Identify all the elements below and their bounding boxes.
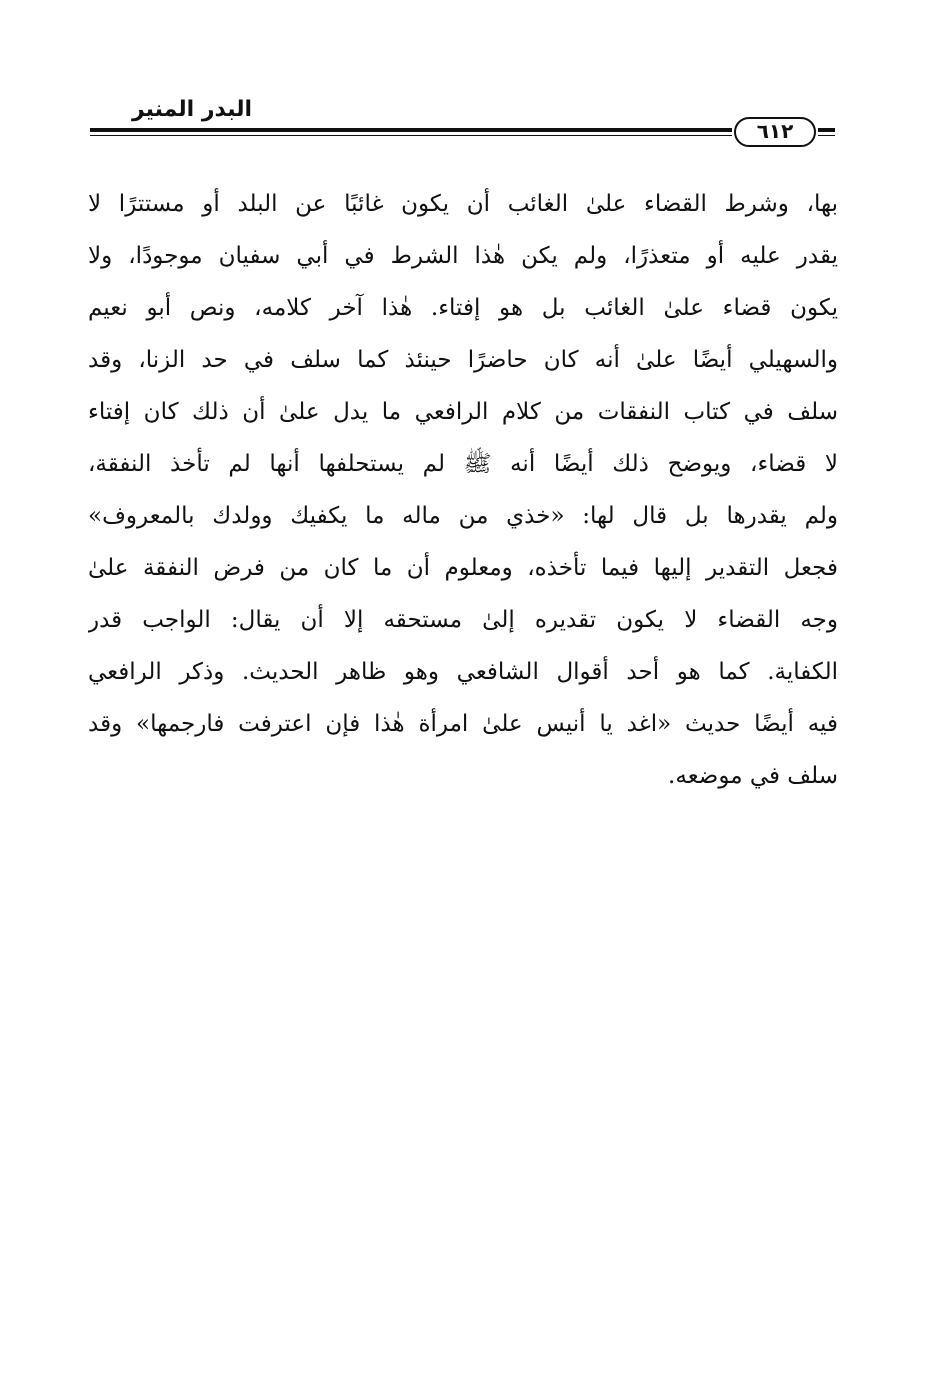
page-number: ٦١٢: [734, 117, 816, 147]
text-line: وجه القضاء لا يكون تقديره إلىٰ مستحقه إلا أن يقال: الواجب قدر: [88, 607, 838, 633]
text-line: الكفاية. كما هو أحد أقوال الشافعي وهو ظاهر الحديث. وذكر الرافعي: [88, 659, 838, 685]
header-rule-thick: [90, 128, 732, 132]
text-line: يكون قضاء علىٰ الغائب بل هو إفتاء. هٰذا آخر كلامه، ونص أبو نعيم: [88, 295, 838, 321]
header-rule-right-thick: [818, 128, 835, 132]
body-text: [88, 178, 838, 802]
running-title: البدر المنير: [131, 97, 252, 122]
text-line: بها، وشرط القضاء علىٰ الغائب أن يكون غائبًا عن البلد أو مستترًا لا: [88, 191, 838, 217]
text-line: فجعل التقدير إليها فيما تأخذه، ومعلوم أن ما كان من فرض النفقة علىٰ: [88, 555, 838, 581]
text-line: سلف في كتاب النفقات من كلام الرافعي ما يدل علىٰ أن ذلك كان إفتاء: [88, 399, 838, 425]
page-header: [90, 95, 835, 157]
text-line: سلف في موضعه.: [668, 763, 838, 789]
header-rule-right-thin: [818, 135, 835, 136]
text-line: لا قضاء، ويوضح ذلك أيضًا أنه ﷺ لم يستحلفها أنها لم تأخذ النفقة،: [88, 451, 838, 477]
text-line: ولم يقدرها بل قال لها: «خذي من ماله ما يكفيك وولدك بالمعروف»: [88, 503, 838, 529]
text-line: فيه أيضًا حديث «اغد يا أنيس علىٰ امرأة هٰذا فإن اعترفت فارجمها» وقد: [88, 711, 838, 737]
text-line: يقدر عليه أو متعذرًا، ولم يكن هٰذا الشرط في أبي سفيان موجودًا، ولا: [88, 243, 838, 269]
text-line: والسهيلي أيضًا علىٰ أنه كان حاضرًا حينئذ كما سلف في حد الزنا، وقد: [88, 347, 838, 373]
header-rule-thin: [90, 135, 732, 136]
